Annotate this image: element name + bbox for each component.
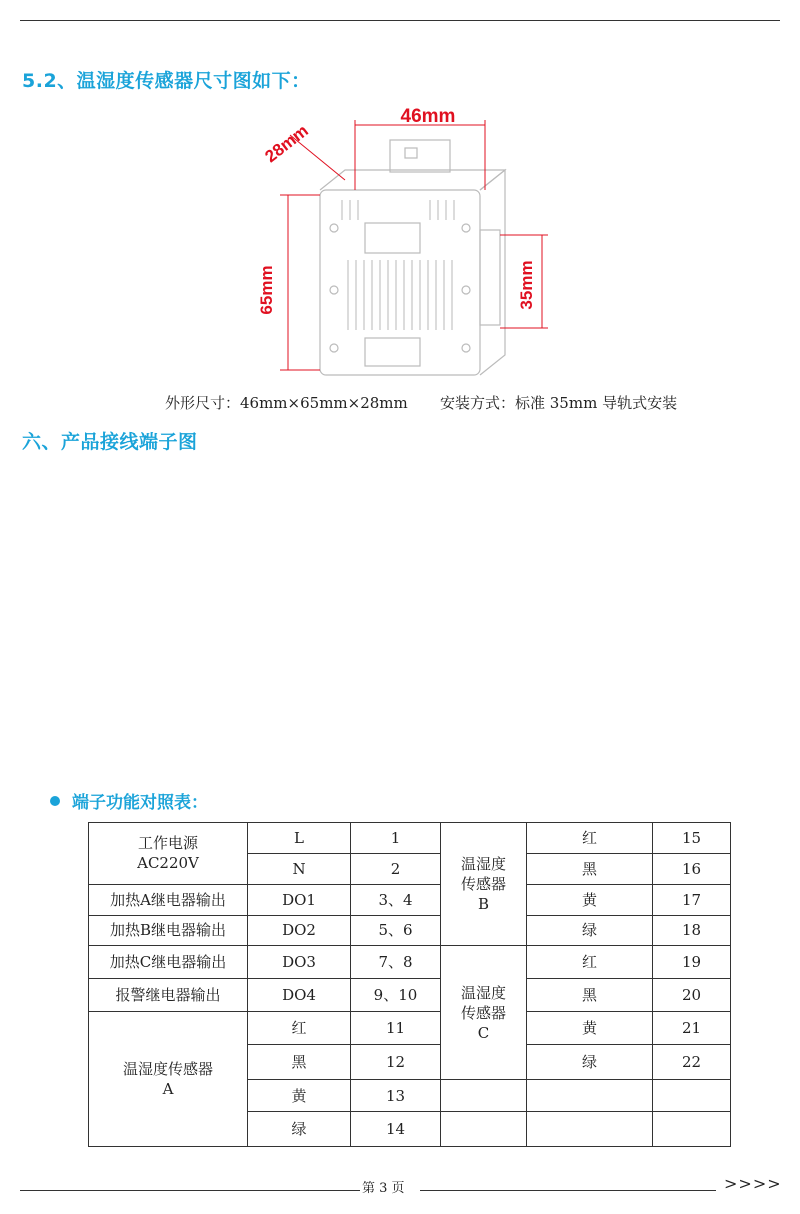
sensor-b-number: 17 xyxy=(653,884,731,915)
footer-rule-right xyxy=(420,1190,716,1191)
power-n-number: 2 xyxy=(351,853,441,884)
sensor-c-color: 黄 xyxy=(527,1012,653,1045)
sensor-a-color: 绿 xyxy=(248,1111,351,1146)
table-row xyxy=(89,946,731,979)
sensor-b-color: 黑 xyxy=(527,853,653,884)
table-row xyxy=(89,823,731,854)
sensor-a-label-2: A xyxy=(162,1080,174,1099)
sensor-c-number: 20 xyxy=(653,979,731,1012)
sensor-c-number: 22 xyxy=(653,1045,731,1080)
power-l-code: L xyxy=(248,823,351,854)
heat-b-number: 5、6 xyxy=(351,915,441,946)
alarm-code: DO4 xyxy=(248,979,351,1012)
heat-c-label: 加热C继电器输出 xyxy=(89,946,248,979)
sensor-c-label-3: C xyxy=(477,1023,490,1042)
terminal-table-title-row xyxy=(50,788,208,813)
power-l-number: 1 xyxy=(351,823,441,854)
terminal-function-table xyxy=(88,822,731,1147)
empty-cell xyxy=(653,1111,731,1146)
sensor-a-color: 红 xyxy=(248,1012,351,1045)
mounting-caption: 安装方式：标准 35mm 导轨式安装 xyxy=(440,394,678,412)
sensor-c-color: 绿 xyxy=(527,1045,653,1080)
section-5-2-heading: 5.2、温湿度传感器尺寸图如下： xyxy=(22,70,311,92)
alarm-number: 9、10 xyxy=(351,979,441,1012)
sensor-b-label-1: 温湿度 xyxy=(460,855,506,874)
heat-b-code: DO2 xyxy=(248,915,351,946)
rail-dimension-label: 35mm xyxy=(517,260,536,310)
width-dimension-label: 46mm xyxy=(400,106,456,127)
power-label-2: AC220V xyxy=(137,854,199,873)
bullet-dot-icon xyxy=(50,796,60,806)
table-row xyxy=(89,915,731,946)
sensor-a-number: 12 xyxy=(351,1045,441,1080)
alarm-label: 报警继电器输出 xyxy=(89,979,248,1012)
heat-c-code: DO3 xyxy=(248,946,351,979)
sensor-c-label-cell xyxy=(441,946,527,1080)
empty-cell xyxy=(653,1080,731,1112)
empty-cell xyxy=(527,1111,653,1146)
heat-c-number: 7、8 xyxy=(351,946,441,979)
top-rule xyxy=(20,20,780,21)
empty-cell xyxy=(441,1111,527,1146)
sensor-b-label-cell xyxy=(441,823,527,946)
page-number: 第 3 页 xyxy=(362,1181,405,1196)
heat-a-label: 加热A继电器输出 xyxy=(89,884,248,915)
sensor-b-color: 黄 xyxy=(527,884,653,915)
page-footer xyxy=(20,1176,780,1196)
heat-a-number: 3、4 xyxy=(351,884,441,915)
sensor-c-color: 红 xyxy=(527,946,653,979)
sensor-a-label-1: 温湿度传感器 xyxy=(122,1060,213,1079)
empty-cell xyxy=(527,1080,653,1112)
sensor-c-label-1: 温湿度 xyxy=(460,983,506,1002)
table-row xyxy=(89,979,731,1012)
table-row xyxy=(89,884,731,915)
power-label-1: 工作电源 xyxy=(137,834,198,853)
section-6-heading: 六、产品接线端子图 xyxy=(22,431,198,453)
heat-a-code: DO1 xyxy=(248,884,351,915)
sensor-a-color: 黑 xyxy=(248,1045,351,1080)
power-label-cell xyxy=(89,823,248,885)
sensor-a-number: 11 xyxy=(351,1012,441,1045)
sensor-a-color: 黄 xyxy=(248,1080,351,1112)
sensor-dimension-drawing xyxy=(250,100,570,390)
sensor-c-color: 黑 xyxy=(527,979,653,1012)
heat-b-label: 加热B继电器输出 xyxy=(89,915,248,946)
power-n-code: N xyxy=(248,853,351,884)
sensor-b-label-3: B xyxy=(477,895,490,914)
table-row xyxy=(89,1012,731,1045)
sensor-c-number: 19 xyxy=(653,946,731,979)
sensor-c-label-2: 传感器 xyxy=(460,1003,506,1022)
sensor-a-label-cell xyxy=(89,1012,248,1147)
sensor-b-number: 15 xyxy=(653,823,731,854)
empty-cell xyxy=(441,1080,527,1112)
sensor-b-label-2: 传感器 xyxy=(460,875,506,894)
height-dimension-label: 65mm xyxy=(257,265,276,315)
sensor-b-number: 16 xyxy=(653,853,731,884)
terminal-table-title: 端子功能对照表： xyxy=(72,793,208,813)
sensor-b-color: 红 xyxy=(527,823,653,854)
outer-size-caption: 外形尺寸：46mm×65mm×28mm xyxy=(165,394,408,412)
sensor-a-number: 13 xyxy=(351,1080,441,1112)
sensor-b-color: 绿 xyxy=(527,915,653,946)
device-vent-slots xyxy=(342,200,454,330)
device-outline xyxy=(320,140,505,375)
sensor-c-number: 21 xyxy=(653,1012,731,1045)
sensor-a-number: 14 xyxy=(351,1111,441,1146)
depth-dimension-label: 28mm xyxy=(261,121,312,167)
footer-rule-left xyxy=(20,1190,360,1191)
next-page-arrows[interactable]: >>>> xyxy=(724,1174,782,1193)
sensor-b-number: 18 xyxy=(653,915,731,946)
